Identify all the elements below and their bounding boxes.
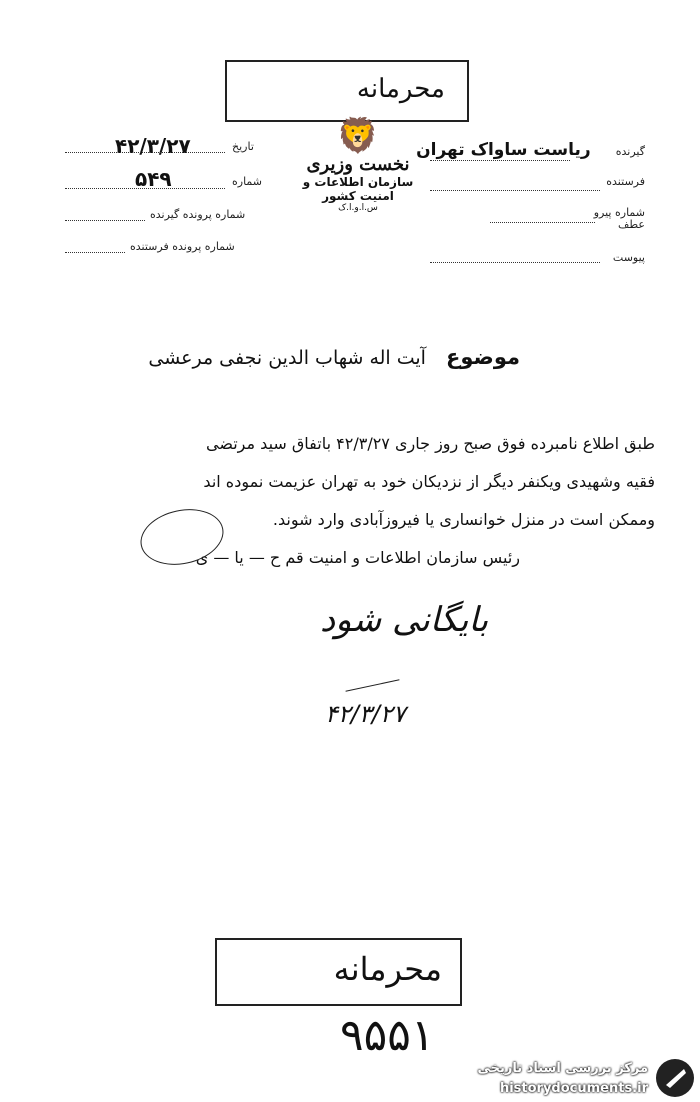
sender-label: فرستنده: [606, 175, 645, 188]
confidential-stamp-bottom-text: محرمانه: [333, 950, 442, 988]
number-dotline: [65, 188, 225, 189]
sender-file-label: شماره پرونده فرستنده: [130, 240, 235, 253]
lion-and-sun-icon: 🦁: [336, 116, 380, 156]
subject-line: [148, 345, 520, 369]
recipient-file-dotline: [65, 220, 145, 221]
subject-value: آیت اله شهاب الدین نجفی مرعشی: [148, 347, 426, 369]
emblem-prime-ministry: نخست وزیری: [306, 154, 410, 175]
recipient-label: گیرنده: [615, 145, 645, 158]
recipient-dotline: [430, 160, 570, 161]
body-line-4: رئیس سازمان اطلاعات و امنیت قم ح — یا — ی: [195, 548, 520, 567]
ministry-emblem: [298, 118, 418, 248]
ref-number-dotline: [490, 222, 595, 223]
watermark-title: مرکز بررسی اسناد تاریخی: [477, 1061, 648, 1076]
handwritten-date: ۴۲/۳/۲۷: [325, 700, 406, 728]
confidential-stamp-top: [225, 60, 469, 122]
number-label: شماره: [232, 175, 263, 188]
emblem-code: س.ا.و.ا.ک: [338, 203, 378, 213]
emblem-organization: سازمان اطلاعات و امنیت کشور: [302, 175, 414, 203]
attachment-dotline: [430, 262, 600, 263]
attachment-label: پیوست: [612, 251, 645, 264]
body-line-1: طبق اطلاع نامبرده فوق صبح روز جاری ۴۲/۳/۲۷ باتفاق سید مرتضی: [206, 434, 655, 453]
date-dotline: [65, 152, 225, 153]
archive-watermark: [420, 1055, 700, 1102]
archive-logo-icon: [654, 1057, 696, 1099]
body-line-2: فقیه وشهیدی ویکنفر دیگر از نزدیکان خود به تهران عزیمت نموده اند: [203, 472, 655, 491]
sender-dotline: [430, 190, 600, 191]
sender-file-dotline: [65, 252, 125, 253]
date-label: تاریخ: [232, 140, 254, 153]
ref-number-label: شماره پیرو عطف: [593, 206, 645, 231]
number-value: ۵۴۹: [135, 167, 172, 191]
body-line-3: وممکن است در منزل خوانساری یا فیروزآبادی وارد شوند.: [272, 510, 655, 529]
handwritten-annotation: بایگانی شود: [320, 600, 489, 640]
recipient-value: ریاست ساواک تهران: [416, 140, 591, 160]
confidential-stamp-bottom: [215, 938, 462, 1006]
recipient-file-label: شماره پرونده گیرنده: [150, 208, 246, 221]
subject-label: موضوع: [446, 345, 520, 369]
watermark-url: historydocuments.ir: [499, 1081, 648, 1096]
confidential-stamp-text: محرمانه: [356, 74, 445, 104]
document-number-handwritten: ۹۵۵۱: [340, 1010, 435, 1061]
signature-slash: [345, 679, 399, 691]
date-value: ۴۲/۳/۲۷: [115, 134, 191, 158]
